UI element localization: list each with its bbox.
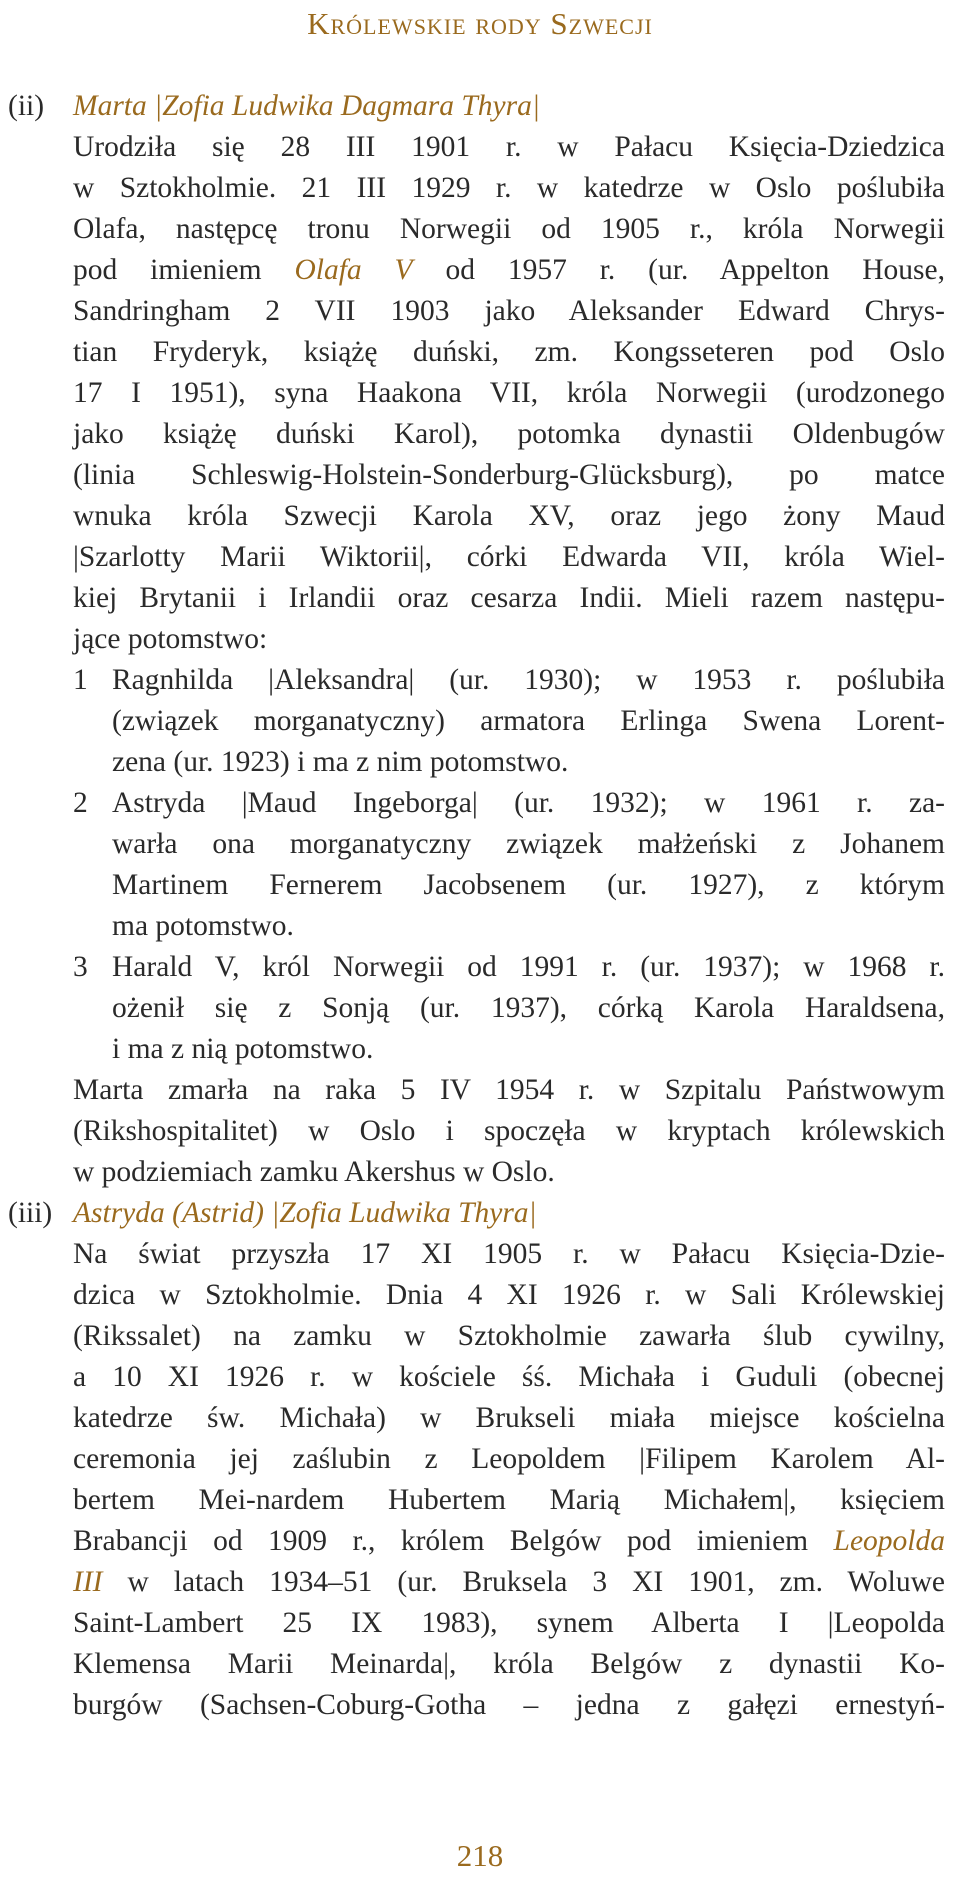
text-line: katedrze św. Michała) w Brukseli miała miejsce kościelna [73, 1402, 945, 1434]
text-line: bertem Mei-nardem Hubertem Marią Michałem|, księciem [73, 1484, 945, 1516]
section-label-iii: (iii) [8, 1197, 53, 1229]
list-item-line: Harald V, król Norwegii od 1991 r. (ur. 1937); w 1968 r. [112, 951, 945, 983]
child-number: 3 [73, 951, 88, 983]
text-line: Urodziła się 28 III 1901 r. w Pałacu Księcia-Dziedzica [73, 131, 945, 163]
royal-name: III [73, 1566, 103, 1598]
text-line [73, 250, 945, 291]
text-line: w Sztokholmie. 21 III 1929 r. w katedrze w Oslo poślubiła [73, 172, 945, 204]
text-fragment: pod imieniem [73, 254, 262, 286]
text-line: Olafa, następcę tronu Norwegii od 1905 r., króla Norwegii [73, 213, 945, 245]
text-line: Saint-Lambert 25 IX 1983), synem Alberta I |Leopolda [73, 1607, 945, 1639]
text-fragment: Brabancji od 1909 r., królem Belgów pod imieniem [73, 1525, 809, 1557]
list-item-line: ma potomstwo. [112, 910, 294, 942]
list-item-line: Martinem Fernerem Jacobsenem (ur. 1927), z którym [112, 869, 945, 901]
text-line: dzica w Sztokholmie. Dnia 4 XI 1926 r. w Sali Królewskiej [73, 1279, 945, 1311]
text-line: jące potomstwo: [73, 623, 268, 655]
text-line: (linia Schleswig-Holstein-Sonderburg-Glücksburg), po matce [73, 459, 945, 491]
list-item-line: warła ona morganatyczny związek małżeński z Johanem [112, 828, 945, 860]
text-line: wnuka króla Szwecji Karola XV, oraz jego żony Maud [73, 500, 945, 532]
section-label-ii: (ii) [8, 90, 45, 122]
text-line: kiej Brytanii i Irlandii oraz cesarza Indii. Mieli razem następu- [73, 582, 945, 614]
person-name: Marta |Zofia Ludwika Dagmara Thyra| [73, 90, 540, 122]
text-line: |Szarlotty Marii Wiktorii|, córki Edwarda VII, króla Wiel- [73, 541, 945, 573]
text-line [73, 1521, 945, 1562]
list-item-line: Ragnhilda |Aleksandra| (ur. 1930); w 1953 r. poślubiła [112, 664, 945, 696]
text-line: Klemensa Marii Meinarda|, króla Belgów z dynastii Ko- [73, 1648, 945, 1680]
list-item-line: zena (ur. 1923) i ma z nim potomstwo. [112, 746, 569, 778]
section-heading-ii [73, 86, 945, 127]
text-line: tian Fryderyk, książę duński, zm. Kongsseteren pod Oslo [73, 336, 945, 368]
text-line: a 10 XI 1926 r. w kościele śś. Michała i Guduli (obecnej [73, 1361, 945, 1393]
person-name: Astryda (Astrid) |Zofia Ludwika Thyra| [73, 1197, 537, 1229]
list-item-line: i ma z nią potomstwo. [112, 1033, 374, 1065]
royal-name: Olafa V [294, 254, 413, 286]
child-number: 2 [73, 787, 88, 819]
text-line: Marta zmarła na raka 5 IV 1954 r. w Szpitalu Państwowym [73, 1074, 945, 1106]
text-line: (Rikssalet) na zamku w Sztokholmie zawarła ślub cywilny, [73, 1320, 945, 1352]
text-line: Sandringham 2 VII 1903 jako Aleksander Edward Chrys- [73, 295, 945, 327]
text-line: w podziemiach zamku Akershus w Oslo. [73, 1156, 555, 1188]
list-item-line: ożenił się z Sonją (ur. 1937), córką Karola Haraldsena, [112, 992, 945, 1024]
text-line: jako książę duński Karol), potomka dynastii Oldenbugów [73, 418, 945, 450]
text-line: (Rikshospitalitet) w Oslo i spoczęła w kryptach królewskich [73, 1115, 945, 1147]
text-fragment: w latach 1934–51 (ur. Bruksela 3 XI 1901, zm. Woluwe [127, 1566, 945, 1598]
text-line [73, 1562, 945, 1603]
page-number: 218 [456, 1838, 504, 1873]
text-line: ceremonia jej zaślubin z Leopoldem |Filipem Karolem Al- [73, 1443, 945, 1475]
running-header: Królewskie rody Szwecji [307, 6, 653, 41]
text-line: burgów (Sachsen-Coburg-Gotha – jedna z gałęzi ernestyń- [73, 1689, 945, 1721]
text-fragment: od 1957 r. (ur. Appelton House, [445, 254, 946, 286]
list-item-line: (związek morganatyczny) armatora Erlinga Swena Lorent- [112, 705, 945, 737]
royal-name: Leopolda [833, 1525, 945, 1557]
child-number: 1 [73, 664, 88, 696]
text-line: Na świat przyszła 17 XI 1905 r. w Pałacu Księcia-Dzie- [73, 1238, 945, 1270]
section-heading-iii [73, 1193, 945, 1234]
list-item-line: Astryda |Maud Ingeborga| (ur. 1932); w 1961 r. za- [112, 787, 945, 819]
text-line: 17 I 1951), syna Haakona VII, króla Norwegii (urodzonego [73, 377, 945, 409]
